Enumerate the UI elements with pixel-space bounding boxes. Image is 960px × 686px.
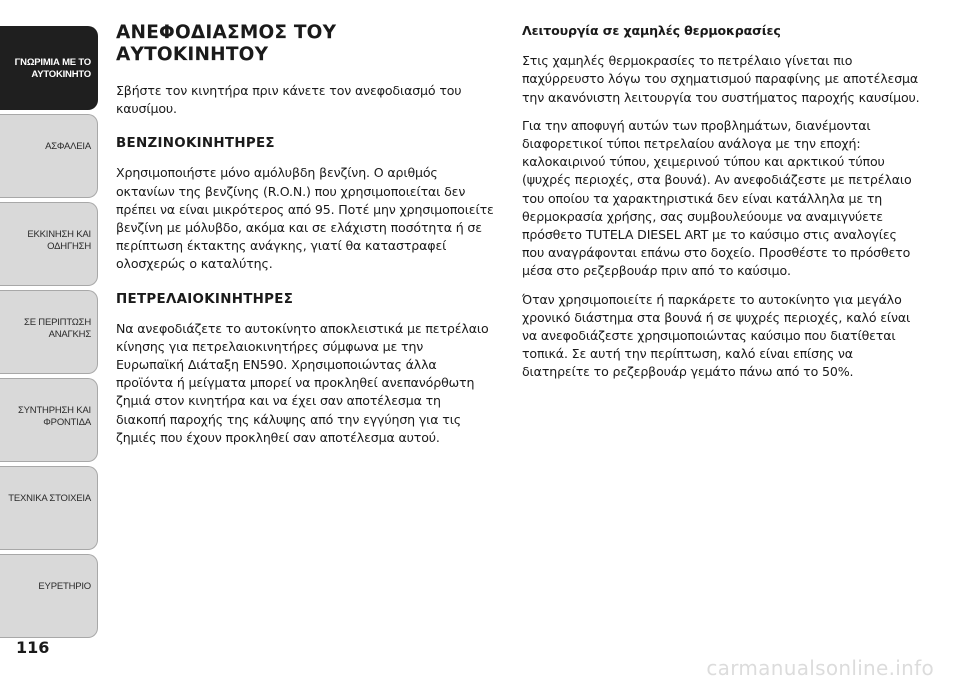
petrol-engines-text: Χρησιμοποιήστε μόνο αμόλυβδη βενζίνη. Ο αριθμός οκτανίων της βενζίνης (R.O.N.) που χρησιμοποιείται δεν πρέπει να είναι μικρότερος από 95. Ποτέ μην χρησιμοποιείτε βενζίνη με μόλυβδο, ακόμα και σε ελάχιστη ποσότητα ή σε περίπτωση έκτακτης ανάγκης, γιατί θα καταστραφεί ολοσχερώς ο καταλύτης. xyxy=(116,165,494,272)
tab-label: ΣΕ ΠΕΡΙΠΤΩΣΗ ΑΝΑΓΚΗΣ xyxy=(24,317,91,340)
page-number: 116 xyxy=(16,638,50,657)
tab-label: ΑΣΦΑΛΕΙΑ xyxy=(45,141,91,152)
tab-maintenance-care[interactable] xyxy=(0,378,98,462)
diesel-engines-text: Να ανεφοδιάζετε το αυτοκίνητο αποκλειστικά με πετρέλαιο κίνησης για πετρελαιοκινητήρες σύμφωνα με την Ευρωπαϊκή Διάταξη EN590. Χρησιμοποιώντας άλλα προϊόντα ή μείγματα μπορεί να προκληθεί ανεπανόρθωτη ζημιά στον κινητήρα και να έχει σαν αποτέλεσμα τη διακοπή παροχής της κάλυψης από την εγγύηση για τις ζημιές που έχουν προκληθεί σαν αποτέλεσμα αυτού. xyxy=(116,320,489,445)
tab-technical-data[interactable] xyxy=(0,466,98,550)
diesel-engines-heading: ΠΕΤΡΕΛΑΙΟΚΙΝΗΤΗΡΕΣ xyxy=(116,291,294,307)
tab-label: ΕΥΡΕΤΗΡΙΟ xyxy=(38,581,91,592)
right-column xyxy=(522,22,922,392)
tab-label: ΣΥΝΤΗΡΗΣΗ ΚΑΙ ΦΡΟΝΤΙΔΑ xyxy=(17,405,91,428)
intro-text: Σβήστε τον κινητήρα πριν κάνετε τον ανεφοδιασμό του καυσίμου. xyxy=(116,83,462,117)
page-title: ΑΝΕΦΟΔΙΑΣΜΟΣ ΤΟΥ ΑΥΤΟΚΙΝΗΤΟΥ xyxy=(116,22,337,65)
tab-label: ΓΝΩΡΙΜΙΑ ΜΕ ΤΟ ΑΥΤΟΚΙΝΗΤΟ xyxy=(14,57,91,80)
tab-safety[interactable] xyxy=(0,114,98,198)
low-temperature-paragraph-2: Για την αποφυγή αυτών των προβλημάτων, διανέμονται διαφορετικοί τύποι πετρελαίου ανάλογα με την εποχή: καλοκαιρινού τύπου, χειμερινού τύπου και αρκτικού τύπου (ψυχρές περιοχές, στα βουνά). Αν ανεφοδιάζεστε με πετρέλαιο του οποίου τα χαρακτηριστικά δεν είναι κατάλληλα με τη θερμοκρασία χρήσης, σας συμβουλεύουμε να αναμιγνύετε πρόσθετο TUTELA DIESEL ART με το καύσιμο στις αναλογίες που αναγράφονται επάνω στο δοχείο. Προσθέστε το πρόσθετο μέσα στο ρεζερβουάρ πριν από το καύσιμο. xyxy=(522,117,912,279)
petrol-engines-heading: ΒΕΝΖΙΝΟΚΙΝΗΤΗΡΕΣ xyxy=(116,136,275,152)
low-temperature-paragraph-1: Στις χαμηλές θερμοκρασίες το πετρέλαιο γίνεται πιο παχύρρευστο λόγω του σχηματισμού παραφίνης με αποτέλεσμα την ακανόνιστη λειτουργία του συστήματος παροχής καυσίμου. xyxy=(522,53,920,105)
left-column xyxy=(116,22,494,457)
tab-label: ΤΕΧΝΙΚΑ ΣΤΟΙΧΕΙΑ xyxy=(8,493,91,504)
watermark: carmanualsonline.info xyxy=(706,656,934,680)
low-temperature-paragraph-3: Όταν χρησιμοποιείτε ή παρκάρετε το αυτοκίνητο για μεγάλο χρονικό διάστημα στα βουνά ή σε ψυχρές περιοχές, καλό είναι να ανεφοδιάζεστε χρησιμοποιώντας καύσιμο που διατίθεται τοπικά. Σε αυτή την περίπτωση, καλό είναι επίσης να διατηρείτε το ρεζερβουάρ γεμάτο πάνω από το 50%. xyxy=(522,291,911,380)
tab-starting-driving[interactable] xyxy=(0,202,98,286)
tab-index[interactable] xyxy=(0,554,98,638)
tab-getting-to-know-car[interactable] xyxy=(0,26,98,110)
low-temperature-heading: Λειτουργία σε χαμηλές θερμοκρασίες xyxy=(522,23,781,38)
tab-emergency[interactable] xyxy=(0,290,98,374)
tab-label: ΕΚΚΙΝΗΣΗ ΚΑΙ ΟΔΗΓΗΣΗ xyxy=(27,229,91,252)
